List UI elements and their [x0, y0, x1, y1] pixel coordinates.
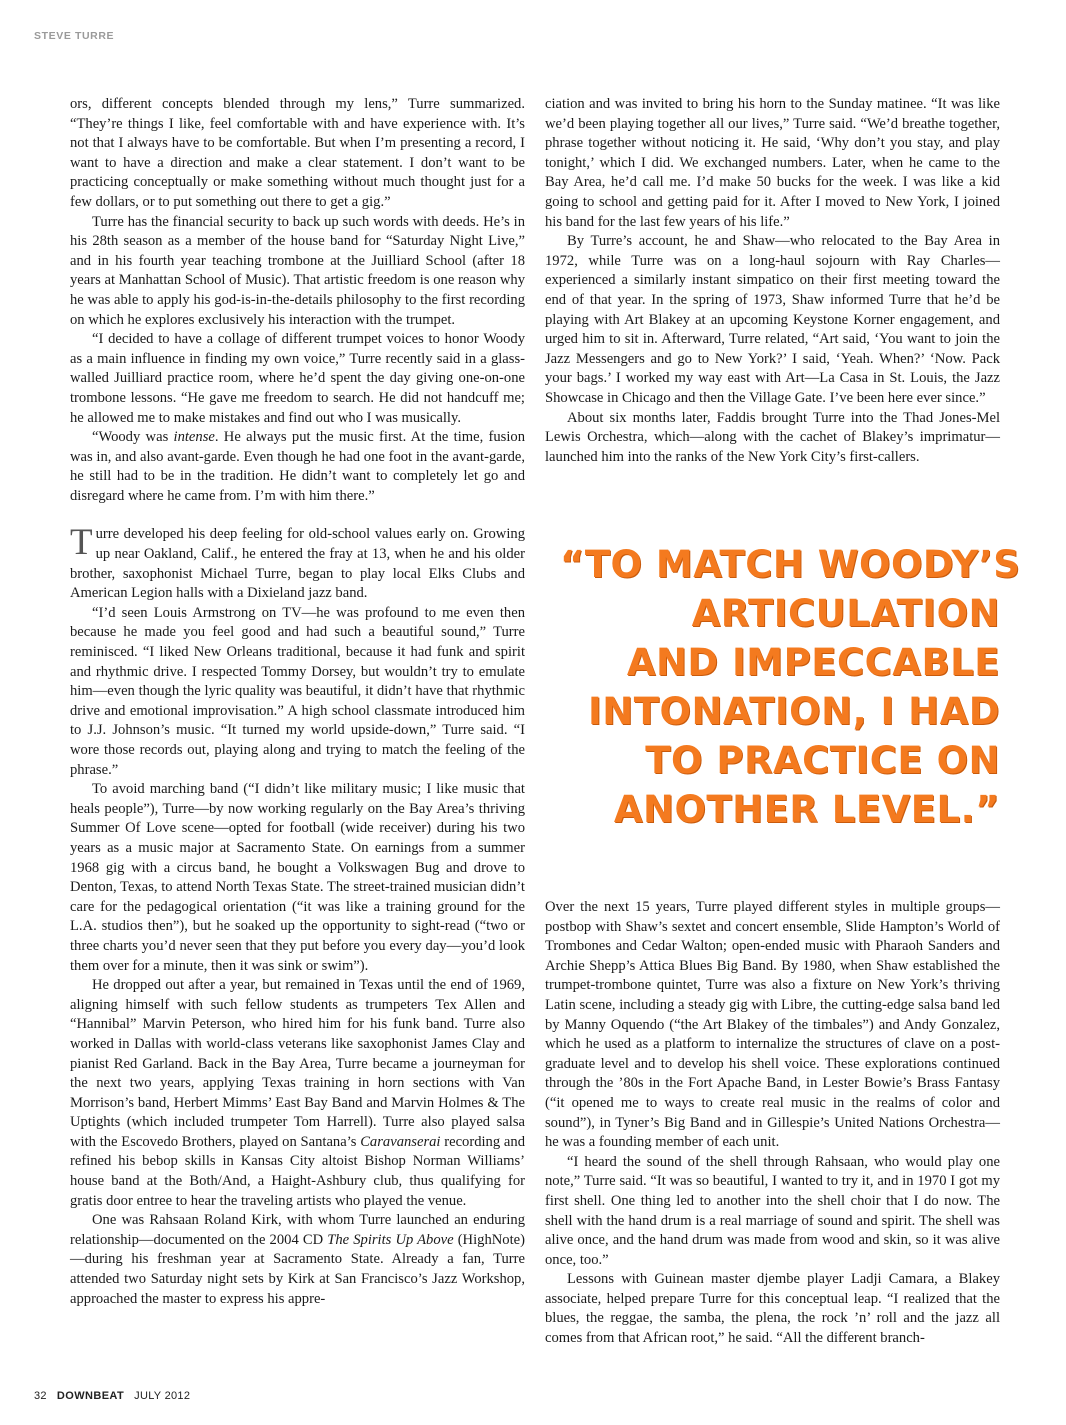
body-paragraph: [70, 1211, 525, 1309]
article-column-right-bottom: [545, 898, 1000, 1349]
section-opening-paragraph: [70, 522, 525, 603]
album-title: Caravanserai: [360, 1133, 441, 1150]
text-run: “Woody was: [92, 429, 174, 446]
body-paragraph: [70, 428, 525, 506]
text-run: recording and refined his bebop skills in Kansas City altoist Bishop Norman Williams’ house band at the Both/And, a Haight-Ashbury club, thus qualifying for gratis door entree to hear the traveling artists who played the venue.: [70, 1133, 525, 1209]
pull-quote-line: ANOTHER LEVEL.”: [613, 788, 1000, 831]
page-footer: [34, 1390, 190, 1402]
pull-quote-line: TO PRACTICE ON: [645, 739, 1000, 782]
body-paragraph: Turre has the financial security to back up such words with deeds. He’s in his 28th season as a member of the house band for “Saturday Night Live,” and in his fourth year teaching trombone at the Juilliard School (after 18 years at Manhattan School of Music). That artistic freedom is one reason why he was able to apply his god-is-in-the-details philosophy to the first recording on which he explores exclusively his interaction with the trumpet.: [70, 213, 525, 328]
body-paragraph: About six months later, Faddis brought Turre into the Thad Jones-Mel Lewis Orchestra, which—along with the cachet of Blakey’s imprimatur—launched him into the ranks of the New York City’s first-callers.: [545, 409, 1000, 465]
magazine-name: DOWNBEAT: [56, 1390, 125, 1402]
pull-quote-line: “TO MATCH WOODY’S: [560, 543, 1021, 586]
body-paragraph: “I decided to have a collage of different trumpet voices to honor Woody as a main influence in finding my own voice,” Turre recently said in a glass-walled Juilliard practice room, where he’d spent the day giving one-on-one trombone lessons. “He gave me freedom to search. He did not handcuff me; he allowed me to make mistakes and find out who I was musically.: [70, 331, 525, 426]
body-paragraph: Over the next 15 years, Turre played different styles in multiple groups—postbop with Shaw’s sextet and concert ensemble, Slide Hampton’s World of Trombones and Cedar Walton; open-ended music with Pharaoh Sanders and Archie Shepp’s Attica Blues Big Band. By 1980, when Shaw established the trumpet-trombone quintet, Turre was also a fixture on New York’s thriving Latin scene, including a steady gig with Libre, the cutting-edge salsa band led by Manny Oquendo (“the Art Blakey of the timbales”) and Andy Gonzalez, which he used as a platform to internalize the structures of clave on a post-graduate level and to develop his shell voice. These explorations continued through the ’80s in the Fort Apache Band, in Lester Bowie’s Brass Fantasy (“it opened me to ways to create real music in the realms of color and sound”), in Tyner’s Big Band and in Gillespie’s United Nations Orchestra—he was a founding member of each unit.: [545, 899, 1000, 1151]
body-paragraph: ors, different concepts blended through my lens,” Turre summarized. “They’re things I like, feel comfortable with and have experience with. It’s not that I always have to be comfortable. But when I’m presenting a record, I want to have a direction and make a clear statement. I don’t want to be practicing conceptually or make something without much thought just for a few dollars, or to put something out there to get a gig.”: [70, 96, 525, 210]
article-column-right-top: [545, 95, 1000, 467]
body-paragraph: To avoid marching band (“I didn’t like military music; I like music that heals people”), Turre—by now working regularly on the Bay Area’s thriving Summer Of Love scene—opted for football (wide receiver) during his two years as a music major at Sacramento State. On earnings from a summer 1968 gig with a circus band, he bought a Volkswagen Bug and drove to Denton, Texas, to attend North Texas State. The street-trained musician didn’t care for the pedagogical orientation (“it was like a training ground for the L.A. studios then”), but he soaked up the opportunity to sight-read (“two or three charts you’d never seen that they put before you every day—you’d look them over for a minute, then it was sink or swim”).: [70, 781, 525, 974]
body-paragraph: By Turre’s account, he and Shaw—who relocated to the Bay Area in 1972, while Turre was on a long-haul sojourn with Ray Charles—experienced a similarly instant simpatico on their first meeting toward the end of that year. In the spring of 1973, Shaw informed Turre that he’d be playing with Art Blakey at an upcoming Keystone Korner engagement, and urged him to sit in. Afterward, Turre related, “Art said, ‘You want to join the Jazz Messengers and go to New York?’ I said, ‘Yeah. When?’ ‘Now. Pack your bags.’ I worked my way east with Art—La Casa in St. Louis, the Jazz Showcase in Chicago and then the Village Gate. I’ve been here ever since.”: [545, 233, 1000, 406]
body-paragraph: [70, 976, 525, 1211]
body-paragraph: “I’d seen Louis Armstrong on TV—he was profound to me even then because he made you feel good and had such a beautiful sound,” Turre reminisced. “I liked New Orleans traditional, because it had funk and spirit and rhythmic drive. I respected Tommy Dorsey, but wouldn’t try to emulate him—even though the lyric quality was beautiful, it didn’t have that rhythmic drive and emotional improvisation.” A high school classmate introduced him to J.J. Johnson’s music. “It turned my world upside-down,” Turre said. “I wore those records out, playing along and trying to match the feeling of the phrase.”: [70, 604, 525, 778]
text-run: . He always put the music first. At the time, fusion was in, and also avant-garde. Even though he had one foot in the avant-garde, he still had to be in the tradition. He didn’t want to completely let go and disregard where he came from. I’m with him there.”: [70, 429, 526, 504]
body-paragraph: “I heard the sound of the shell through Rahsaan, who would play one note,” Turre said. “It was so beautiful, I wanted to try it, and in 1970 I got my first shell. One thing led to another into the shell choir that I do now. The shell with the hand drum is a real marriage of sound and spirit. The shell was alive once, and the hand drum was made from wood and skin, so it was alive once, too.”: [545, 1153, 1000, 1268]
running-head: STEVE TURRE: [34, 30, 115, 42]
body-paragraph: Lessons with Guinean master djembe player Ladji Camara, a Blakey associate, helped prepare Turre for this conceptual leap. “I realized that the blues, the reggae, the samba, the plena, the rock ’n’ roll and the jazz all comes from that African root,” he said. “All the different branch-: [545, 1271, 1000, 1347]
text-run: He dropped out after a year, but remained in Texas until the end of 1969, aligning himself with such fellow students as trumpeters Tex Allen and “Hannibal” Marvin Peterson, who hired him for his funk band. Turre also worked in Dallas with world-class veterans like saxophonist James Clay and pianist Red Garland. Back in the Bay Area, Turre became a journeyman for the next two years, applying Texas training in horn sections with Van Morrison’s band, Herbert Mimms’ East Bay Band and Marvin Holmes & The Uptights (which included trumpeter Tom Harrell). Turre also played salsa with the Escovedo Brothers, played on Santana’s: [70, 977, 525, 1150]
text-run: (HighNote)—during his freshman year at Sacramento State. Already a fan, Turre attended two Saturday night sets by Kirk at San Francisco’s Jazz Workshop, approached the master to express his appre-: [70, 1231, 525, 1307]
pull-quote-line: AND IMPECCABLE: [626, 641, 1000, 684]
text-run: urre developed his deep feeling for old-school values early on. Growing up near Oakland, Calif., he entered the fray at 13, when he and his older brother, saxophonist Michael Turre, began to play local Elks Clubs and American Legion halls with a Dixieland jazz band.: [70, 526, 525, 602]
drop-cap: T: [70, 522, 93, 564]
body-paragraph: ciation and was invited to bring his horn to the Sunday matinee. “It was like we’d been playing together all our lives,” Turre said. “We’d breathe together, phrase together without noticing it. He said, ‘Why don’t you stay, and play tonight,’ which I did. We exchanged numbers. Later, when he came to the Bay Area, he’d call me. I’d make 50 bucks for the week. I was like a kid going to school and getting paid for it. After I moved to New York, I joined his band for the last few years of his life.”: [545, 96, 1000, 230]
issue-date: JULY 2012: [134, 1390, 191, 1402]
emphasis-text: intense: [173, 429, 215, 446]
pull-quote-line: ARTICULATION: [691, 592, 1000, 635]
article-column-left: [70, 95, 525, 1309]
text-run: One was Rahsaan Roland Kirk, with whom Turre launched an enduring relationship—documented on the 2004 CD: [70, 1212, 525, 1248]
album-title: The Spirits Up Above: [327, 1231, 454, 1248]
pull-quote-line: INTONATION, I HAD: [588, 690, 1000, 733]
pull-quote: [560, 540, 1021, 834]
page-number: 32: [34, 1390, 47, 1402]
